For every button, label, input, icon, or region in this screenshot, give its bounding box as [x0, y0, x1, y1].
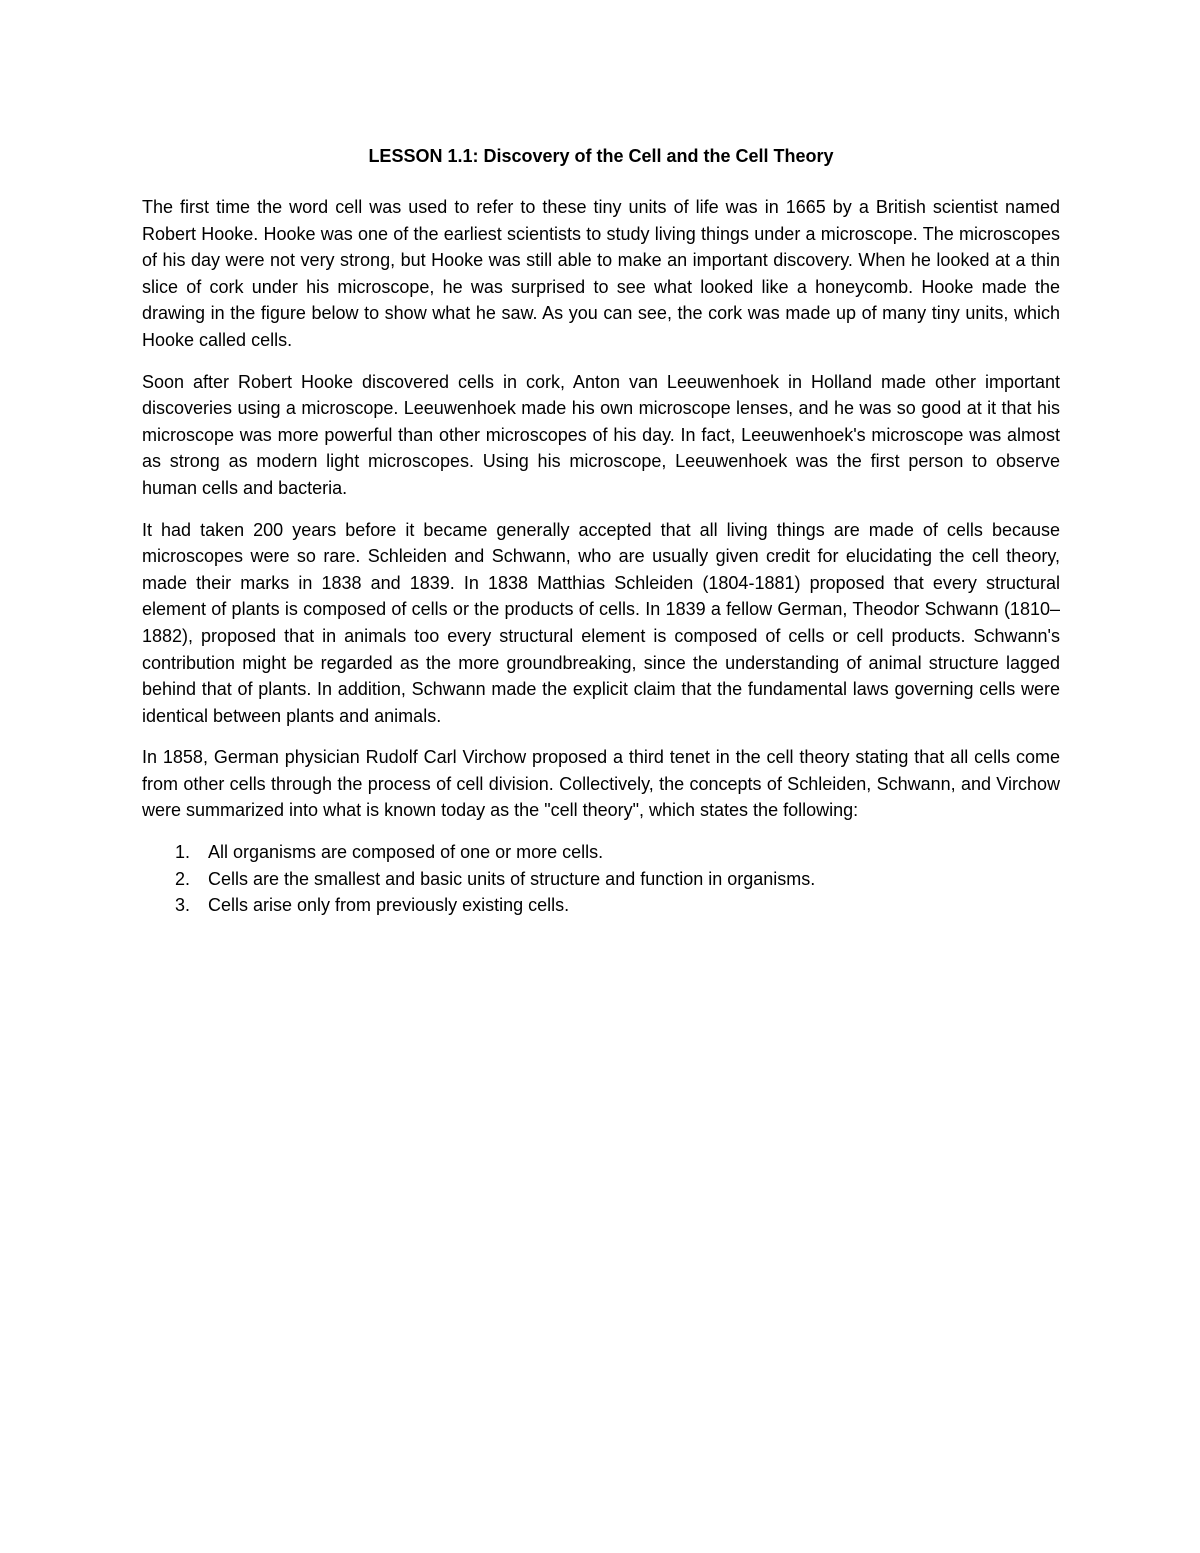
list-item-number: 3.	[175, 895, 191, 916]
list-item	[142, 839, 1060, 866]
list-item	[142, 866, 1060, 893]
page-title: LESSON 1.1: Discovery of the Cell and the Cell Theory	[368, 146, 834, 166]
document-page	[142, 143, 1060, 919]
list-item	[142, 892, 1060, 919]
list-item-number: 1.	[175, 842, 191, 863]
cell-theory-list	[142, 839, 1060, 919]
list-item-text: Cells arise only from previously existing cells.	[208, 895, 570, 916]
list-item-number: 2.	[175, 868, 191, 889]
paragraph-virchow: In 1858, German physician Rudolf Carl Virchow proposed a third tenet in the cell theory stating that all cells come from other cells through the process of cell division. Collectively, the concepts of Schleiden, Schwann, and Virchow were summarized into what is known today as the "cell theory", which states the following:	[142, 747, 1060, 821]
paragraph-leeuwenhoek: Soon after Robert Hooke discovered cells in cork, Anton van Leeuwenhoek in Holland made other important discoveries using a microscope. Leeuwenhoek made his own microscope lenses, and he was so good at it that his microscope was more powerful than other microscopes of his day. In fact, Leeuwenhoek's microscope was almost as strong as modern light microscopes. Using his microscope, Leeuwenhoek was the first person to observe human cells and bacteria.	[142, 371, 1060, 498]
list-item-text: All organisms are composed of one or more cells.	[208, 842, 604, 863]
paragraph-hooke: The first time the word cell was used to refer to these tiny units of life was in 1665 by a British scientist named Robert Hooke. Hooke was one of the earliest scientists to study living things under a microscope. The microscopes of his day were not very strong, but Hooke was still able to make an important discovery. When he looked at a thin slice of cork under his microscope, he was surprised to see what looked like a honeycomb. Hooke made the drawing in the figure below to show what he saw. As you can see, the cork was made up of many tiny units, which Hooke called cells.	[142, 197, 1060, 350]
list-item-text: Cells are the smallest and basic units of structure and function in organisms.	[208, 868, 816, 889]
paragraph-schleiden-schwann: It had taken 200 years before it became generally accepted that all living things are made of cells because microscopes were so rare. Schleiden and Schwann, who are usually given credit for elucidating the cell theory, made their marks in 1838 and 1839. In 1838 Matthias Schleiden (1804-1881) proposed that every structural element of plants is composed of cells or the products of cells. In 1839 a fellow German, Theodor Schwann (1810–1882), proposed that in animals too every structural element is composed of cells or cell products. Schwann's contribution might be regarded as the more groundbreaking, since the understanding of animal structure lagged behind that of plants. In addition, Schwann made the explicit claim that the fundamental laws governing cells were identical between plants and animals.	[142, 519, 1060, 726]
